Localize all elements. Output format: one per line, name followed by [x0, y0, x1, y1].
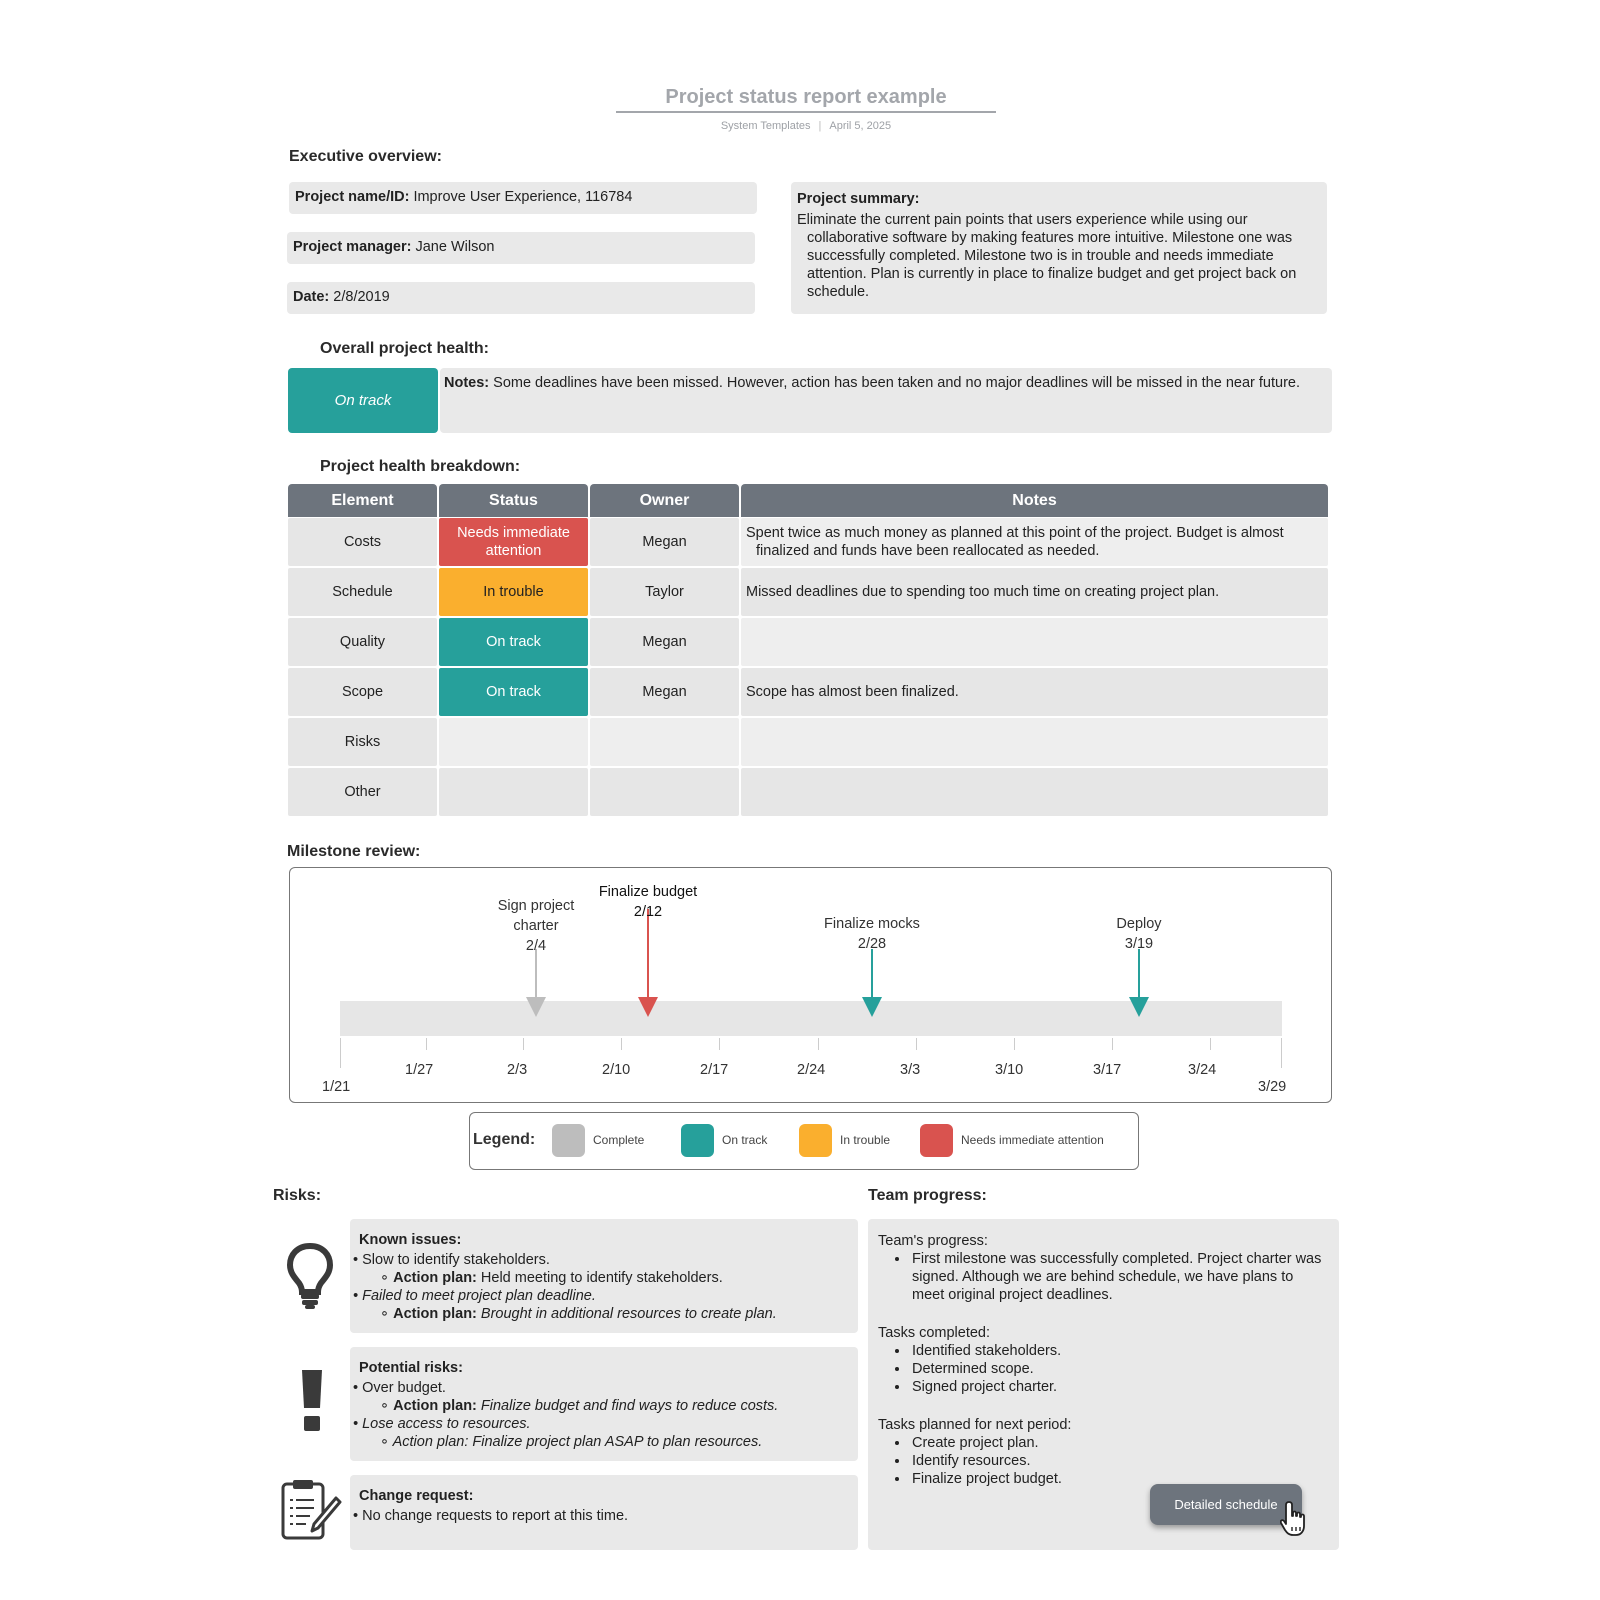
project-manager-field [287, 232, 755, 264]
list-item: • Create project plan. [910, 1434, 1329, 1452]
project-summary-label: Project summary: [797, 191, 920, 207]
col-header-status: Status [439, 484, 588, 517]
change-request-text: No change requests to report at this time. [362, 1508, 629, 1524]
tick-label: 1/27 [405, 1062, 434, 1078]
action-plan-item: ∘ Action plan: Finalize budget and find ways to reduce costs. [380, 1398, 779, 1414]
project-summary-text: Eliminate the current pain points that users experience while using our collaborative software by making features more intuitive. Milestone one was successfully completed. Milestone two is in trouble and needs immediate attention. Plan is currently in place to finalize budget and get project back on schedule. [797, 212, 1297, 300]
health-heading: Overall project health: [320, 340, 489, 357]
potential-risks-box [350, 1347, 858, 1461]
action-plan-item: ∘ Action plan: Finalize project plan ASAP to plan resources. [380, 1434, 763, 1450]
table-cell-owner: Megan [590, 518, 739, 566]
team-progress-label: Team's progress: [878, 1233, 988, 1249]
table-cell-notes-text: Scope has almost been finalized. [746, 684, 959, 700]
date-label: Date: [293, 289, 330, 305]
milestone-name: Finalize mocks [824, 916, 920, 932]
table-cell-element: Costs [288, 518, 437, 566]
overall-status-badge: On track [288, 368, 438, 433]
list-item: • Identify resources. [910, 1452, 1329, 1470]
table-cell-owner: Megan [590, 618, 739, 666]
legend-swatch-needs-attention [920, 1124, 953, 1157]
date-field [287, 282, 755, 314]
tick-label: 2/10 [602, 1062, 631, 1078]
milestone-label [578, 882, 718, 922]
milestone-name: Deploy [1116, 916, 1162, 932]
milestone-date: 2/28 [857, 936, 887, 952]
page-title: Project status report example [665, 86, 947, 108]
action-plan-label: Action plan: [393, 1398, 477, 1414]
known-issue-item: • Failed to meet project plan deadline. [353, 1288, 596, 1304]
table-cell-status [439, 718, 588, 766]
breakdown-heading: Project health breakdown: [320, 458, 521, 475]
legend-swatch-in-trouble [799, 1124, 832, 1157]
risks-heading: Risks: [273, 1187, 322, 1204]
project-manager-label: Project manager: [293, 239, 412, 255]
executive-heading: Executive overview: [289, 148, 442, 165]
action-plan-item: ∘ Action plan: Brought in additional resources to create plan. [380, 1306, 777, 1322]
milestone-marker-mocks [862, 949, 882, 1017]
milestone-markers [289, 867, 1332, 1103]
meta-source: System Templates [720, 120, 811, 132]
table-cell-notes-text: Missed deadlines due to spending too much time on creating project plan. [746, 584, 1220, 600]
list-item: • Signed project charter. [910, 1378, 1329, 1396]
tick-label: 1/21 [322, 1079, 351, 1095]
table-cell-element: Scope [288, 668, 437, 716]
lightbulb-icon [286, 1242, 334, 1310]
project-name-value: Improve User Experience, 116784 [409, 189, 633, 205]
table-cell-status: On track [439, 618, 588, 666]
team-heading: Team progress: [868, 1187, 987, 1204]
health-notes-label: Notes: [444, 375, 490, 391]
change-request-item: • No change requests to report at this time. [353, 1508, 629, 1524]
table-cell-element: Quality [288, 618, 437, 666]
table-cell-notes [741, 718, 1328, 766]
milestone-name: Finalize budget [598, 884, 698, 900]
milestone-marker-deploy [1129, 949, 1149, 1017]
table-cell-element: Schedule [288, 568, 437, 616]
detailed-schedule-button[interactable]: Detailed schedule [1150, 1484, 1302, 1525]
table-cell-status [439, 768, 588, 816]
project-summary [791, 182, 1327, 314]
list-item: • Finalize project budget. [910, 1470, 1329, 1488]
page-meta: System Templates | April 5, 2025 [720, 120, 892, 132]
col-header-owner: Owner [590, 484, 739, 517]
milestone-date: 2/4 [525, 938, 547, 954]
action-plan-text: Action plan: Finalize project plan ASAP to plan resources. [392, 1434, 763, 1450]
table-cell-owner [590, 718, 739, 766]
action-plan-label: Action plan: [393, 1306, 477, 1322]
table-cell-status: In trouble [439, 568, 588, 616]
list-item: • First milestone was successfully completed. Project charter was signed. Although we are behind schedule, we have plans to meet original project deadlines. [910, 1250, 1329, 1304]
list-item: • Identified stakeholders. [910, 1342, 1329, 1360]
health-notes-text: Some deadlines have been missed. However, action has been taken and no major deadlines will be missed in the near future. [489, 375, 1300, 391]
legend-swatch-complete [552, 1124, 585, 1157]
change-request-title: Change request: [359, 1488, 474, 1504]
milestone-date: 2/12 [633, 904, 663, 920]
known-issue-item: • Slow to identify stakeholders. [353, 1252, 550, 1268]
tick-label: 2/17 [700, 1062, 729, 1078]
tasks-completed-label: Tasks completed: [878, 1325, 991, 1341]
milestone-label [1079, 914, 1199, 954]
table-cell-notes-text: Spent twice as much money as planned at this point of the project. Budget is almost finalized and funds have been reallocated as needed. [746, 525, 1284, 559]
legend-swatch-on-track [681, 1124, 714, 1157]
legend-label: In trouble [840, 1133, 891, 1147]
known-issue-text: Failed to meet project plan deadline. [362, 1288, 596, 1304]
table-cell-notes [741, 618, 1328, 666]
potential-risks-title: Potential risks: [359, 1360, 463, 1376]
tick-label: 2/24 [797, 1062, 826, 1078]
action-plan-text: Held meeting to identify stakeholders. [476, 1270, 723, 1286]
tick-label: 3/10 [995, 1062, 1024, 1078]
hand-cursor-icon [1280, 1500, 1314, 1538]
action-plan-label: Action plan: [393, 1270, 477, 1286]
list-item: • Determined scope. [910, 1360, 1329, 1378]
tick-label: 3/24 [1188, 1062, 1217, 1078]
date-value: 2/8/2019 [329, 289, 390, 305]
table-cell-element: Other [288, 768, 437, 816]
known-issues-title: Known issues: [359, 1232, 462, 1248]
milestone-name: Sign project charter [497, 898, 575, 934]
potential-risk-text: Over budget. [362, 1380, 446, 1396]
tick-label: 2/3 [507, 1062, 528, 1078]
health-notes [440, 368, 1332, 433]
project-name-field [289, 182, 757, 214]
potential-risk-text: Lose access to resources. [362, 1416, 531, 1432]
table-cell-notes [741, 768, 1328, 816]
project-manager-value: Jane Wilson [411, 239, 495, 255]
table-cell-status: On track [439, 668, 588, 716]
milestone-marker-charter [526, 949, 546, 1017]
table-cell-notes [741, 518, 1328, 566]
potential-risk-item: • Lose access to resources. [353, 1416, 531, 1432]
col-header-notes: Notes [741, 484, 1328, 517]
title-underline [616, 111, 996, 113]
col-header-element: Element [288, 484, 437, 517]
table-cell-notes [741, 668, 1328, 716]
milestone-marker-budget [638, 909, 658, 1017]
clipboard-icon [280, 1478, 342, 1542]
tick-label: 3/17 [1093, 1062, 1122, 1078]
legend-label: Complete [593, 1133, 645, 1147]
milestone-label [802, 914, 942, 954]
exclamation-icon [300, 1370, 324, 1432]
legend-label: On track [722, 1133, 768, 1147]
milestone-heading: Milestone review: [287, 843, 421, 860]
known-issues-box [350, 1219, 858, 1333]
tick-label: 3/3 [900, 1062, 921, 1078]
milestone-date: 3/19 [1124, 936, 1154, 952]
table-cell-owner: Taylor [590, 568, 739, 616]
action-plan-item: ∘ Action plan: Held meeting to identify stakeholders. [380, 1270, 723, 1286]
table-cell-notes [741, 568, 1328, 616]
table-cell-element: Risks [288, 718, 437, 766]
table-cell-owner [590, 768, 739, 816]
potential-risk-item: • Over budget. [353, 1380, 446, 1396]
legend-title: Legend: [473, 1131, 536, 1148]
table-cell-owner: Megan [590, 668, 739, 716]
project-name-label: Project name/ID: [295, 189, 410, 205]
legend-label: Needs immediate attention [961, 1133, 1104, 1147]
tasks-planned-label: Tasks planned for next period: [878, 1417, 1072, 1433]
action-plan-text: Finalize budget and find ways to reduce costs. [476, 1398, 779, 1414]
known-issue-text: Slow to identify stakeholders. [362, 1252, 550, 1268]
meta-date: April 5, 2025 [829, 120, 892, 132]
tick-label: 3/29 [1258, 1079, 1287, 1095]
action-plan-text: Brought in additional resources to create plan. [476, 1306, 777, 1322]
change-request-box [350, 1475, 858, 1550]
table-cell-status: Needs immediate attention [439, 518, 588, 566]
